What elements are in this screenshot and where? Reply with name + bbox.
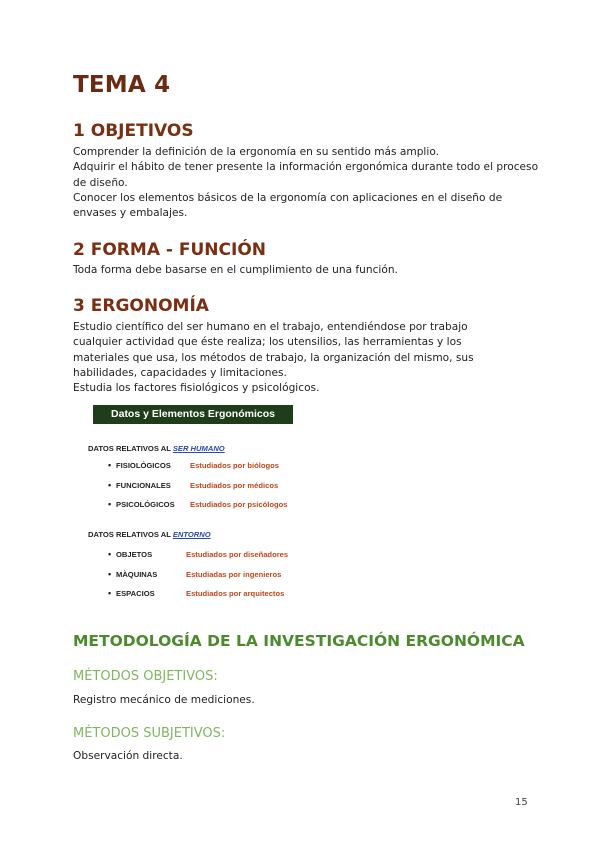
section-heading-ergonomia: 3 ERGONOMÍA [73,296,209,316]
bullet-icon: • [108,480,112,490]
group-emphasis: SER HUMANO [172,444,225,453]
bullet-icon: • [108,549,112,559]
item-description: Estudiados por médicos [190,481,279,490]
subjective-methods-text: Observación directa. [73,750,183,762]
item-term: FUNCIONALES [116,481,171,490]
bullet-icon: • [108,569,112,579]
bullet-icon: • [108,460,112,470]
methodology-heading: METODOLOGÍA DE LA INVESTIGACIÓN ERGONÓMICA [73,632,525,650]
paragraph: Comprender la definición de la ergonomía en su sentido más amplio. Adquirir el hábito de tener presente la información ergonómica durante todo el proceso de diseño. [73,146,539,189]
paragraph: Estudio científico del ser humano en el trabajo, entendiéndose por trabajo cualquier actividad que éste realiza; los utensilios, las herramientas y los materiales que usa, los métodos de trabajo, la organización del mismo, sus habilidades, capacidades y limitaciones. [73,321,474,379]
figure-group-heading-entorno [88,530,211,539]
subjective-methods-heading: MÉTODOS SUBJETIVOS: [73,726,226,741]
paragraph: Toda forma debe basarse en el cumplimiento de una función. [73,264,398,276]
item-description: Estudiados por biólogos [190,461,280,470]
section-body-forma-funcion [73,263,543,278]
item-term: PSICOLÓGICOS [116,500,175,509]
group-prefix: DATOS RELATIVOS AL [88,444,173,453]
paragraph: Conocer los elementos básicos de la ergonomía con aplicaciones en el diseño de envases y embalajes. [73,191,503,220]
item-term: ESPACIOS [116,589,155,598]
item-description: Estudiados por arquitectos [186,589,285,598]
objective-methods-text: Registro mecánico de mediciones. [73,694,255,706]
page-title: TEMA 4 [73,72,171,98]
bullet-icon: • [108,588,112,598]
item-description: Estudiadas por ingenieros [186,570,282,579]
bullet-icon: • [108,499,112,509]
item-term: MÀQUINAS [116,570,158,579]
paragraph: Estudia los factores fisiológicos y psicológicos. [73,382,320,395]
page-number: 15 [515,797,528,808]
figure-title: Datos y Elementos Ergonómicos [93,405,293,424]
section-heading-forma-funcion: 2 FORMA - FUNCIÓN [73,240,266,260]
item-description: Estudiados por psicólogos [190,500,288,509]
ergonomic-data-figure [88,403,348,603]
section-body-ergonomia [73,320,503,396]
group-prefix: DATOS RELATIVOS AL [88,530,173,539]
item-description: Estudiados por diseñadores [186,550,289,559]
figure-group-heading-ser-humano [88,444,225,453]
section-body-objetivos [73,145,543,221]
group-emphasis: ENTORNO [172,530,211,539]
section-heading-objetivos: 1 OBJETIVOS [73,121,194,141]
objective-methods-heading: MÉTODOS OBJETIVOS: [73,669,218,684]
item-term: OBJETOS [116,550,153,559]
item-term: FISIOLÓGICOS [116,461,171,470]
